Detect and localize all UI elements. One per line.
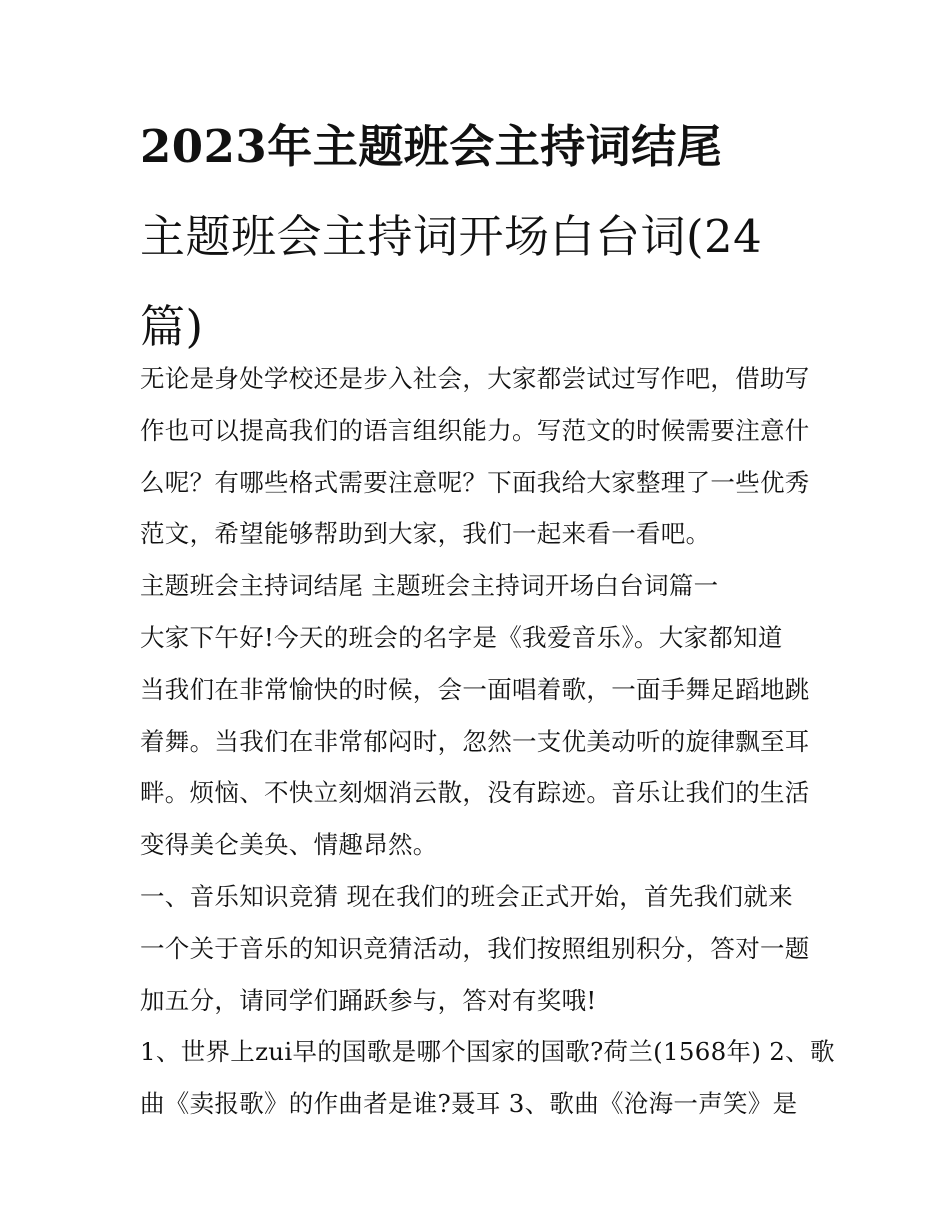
text-line: 一、音乐知识竞猜 现在我们的班会正式开始，首先我们就来 (140, 881, 793, 911)
title-line-3: 篇) (140, 300, 204, 353)
paragraph-quiz-intro (140, 871, 820, 1026)
text-line: 作也可以提高我们的语言组织能力。写范文的时候需要注意什 (140, 415, 810, 445)
title-line-2: 主题班会主持词开场白台词(24 (140, 210, 763, 263)
paragraph-greeting (140, 612, 820, 871)
text-line: 曲《卖报歌》的作曲者是谁?聂耳 3、歌曲《沧海一声笑》是 (140, 1089, 798, 1119)
document-body (140, 353, 835, 1130)
title-line-1: 2023年主题班会主持词结尾 (140, 120, 723, 173)
text-line: 当我们在非常愉快的时候，会一面唱着歌，一面手舞足蹈地跳 (140, 674, 810, 704)
text-line: 畔。烦恼、不快立刻烟消云散，没有踪迹。音乐让我们的生活 (140, 778, 810, 808)
document-title (140, 102, 820, 372)
text-line: 么呢？有哪些格式需要注意呢？下面我给大家整理了一些优秀 (140, 467, 810, 497)
text-line: 一个关于音乐的知识竞猜活动，我们按照组别积分，答对一题 (140, 933, 810, 963)
text-line: 变得美仑美奂、情趣昂然。 (140, 830, 438, 860)
paragraph-intro (140, 353, 820, 560)
text-line: 无论是身处学校还是步入社会，大家都尝试过写作吧，借助写 (140, 364, 810, 393)
text-line: 着舞。当我们在非常郁闷时，忽然一支优美动听的旋律飘至耳 (140, 726, 810, 756)
text-line: 加五分，请同学们踊跃参与，答对有奖哦! (140, 985, 597, 1015)
paragraph-section-heading (140, 560, 820, 612)
text-line: 范文，希望能够帮助到大家，我们一起来看一看吧。 (140, 519, 711, 549)
text-line: 大家下午好!今天的班会的名字是《我爱音乐》。大家都知道 (140, 622, 783, 652)
text-line: 1、世界上zui早的国歌是哪个国家的国歌?荷兰(1568年) 2、歌 (140, 1037, 835, 1067)
paragraph-quiz-questions (140, 1026, 835, 1130)
text-line: 主题班会主持词结尾 主题班会主持词开场白台词篇一 (140, 571, 719, 601)
